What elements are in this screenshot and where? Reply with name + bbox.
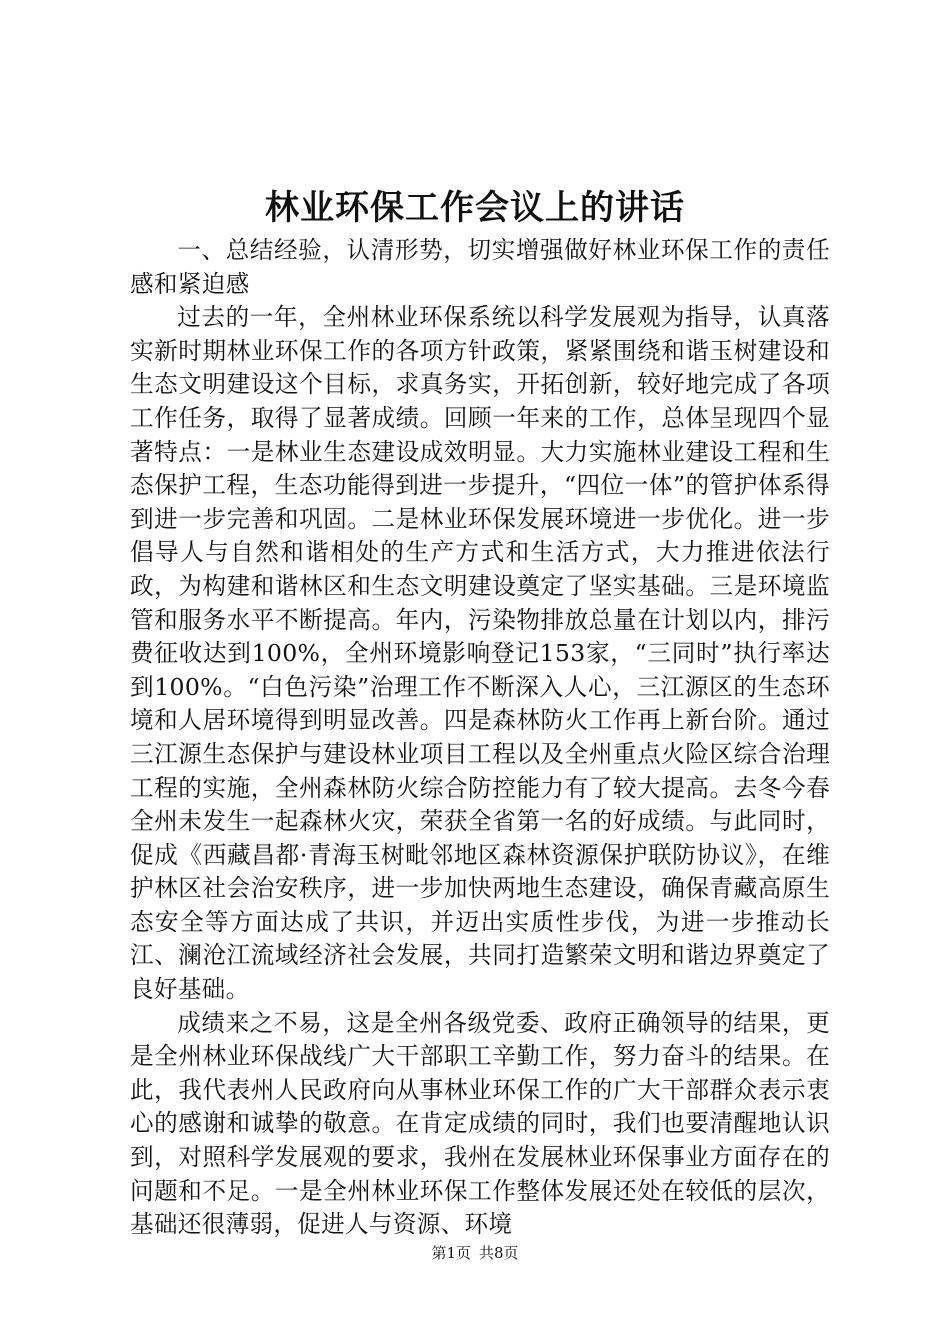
page-footer <box>0 1243 950 1263</box>
section-heading: 一、总结经验，认清形势，切实增强做好林业环保工作的责任感和紧迫感 <box>130 236 830 298</box>
page-total: 共8页 <box>479 1244 519 1262</box>
document-body <box>130 234 830 1242</box>
body-paragraph: 成绩来之不易，这是全州各级党委、政府正确领导的结果，更是全州林业环保战线广大干部职工辛勤工作，努力奋斗的结果。在此，我代表州人民政府向从事林业环保工作的广大干部群众表示衷心的感谢和诚挚的敬意。在肯定成绩的同时，我们也要清醒地认识到，对照科学发展观的要求，我州在发展林业环保事业方面存在的问题和不足。一是全州林业环保工作整体发展还处在较低的层次，基础还很薄弱，促进人与资源、环境 <box>130 1008 830 1239</box>
body-paragraph: 过去的一年，全州林业环保系统以科学发展观为指导，认真落实新时期林业环保工作的各项方针政策，紧紧围绕和谐玉树建设和生态文明建设这个目标，求真务实，开拓创新，较好地完成了各项工作任务，取得了显著成绩。回顾一年来的工作，总体呈现四个显著特点：一是林业生态建设成效明显。大力实施林业建设工程和生态保护工程，生态功能得到进一步提升，“四位一体”的管护体系得到进一步完善和巩固。二是林业环保发展环境进一步优化。进一步倡导人与自然和谐相处的生产方式和生活方式，大力推进依法行政，为构建和谐林区和生态文明建设奠定了坚实基础。三是环境监管和服务水平不断提高。年内，污染物排放总量在计划以内，排污费征收达到100%，全州环境影响登记153家，“三同时”执行率达到100%。“白色污染”治理工作不断深入人心，三江源区的生态环境和人居环境得到明显改善。四是森林防火工作再上新台阶。通过三江源生态保护与建设林业项目工程以及全州重点火险区综合治理工程的实施，全州森林防火综合防控能力有了较大提高。去冬今春全州未发生一起森林火灾，荣获全省第一名的好成绩。与此同时，促成《西藏昌都·青海玉树毗邻地区森林资源保护联防协议》，在维护林区社会治安秩序，进一步加快两地生态建设，确保青藏高原生态安全等方面达成了共识，并迈出实质性步伐，为进一步推动长江、澜沧江流域经济社会发展，共同打造繁荣文明和谐边界奠定了良好基础。 <box>130 303 830 1004</box>
page-number: 第1页 <box>431 1244 471 1262</box>
document-title: 林业环保工作会议上的讲话 <box>265 188 685 228</box>
